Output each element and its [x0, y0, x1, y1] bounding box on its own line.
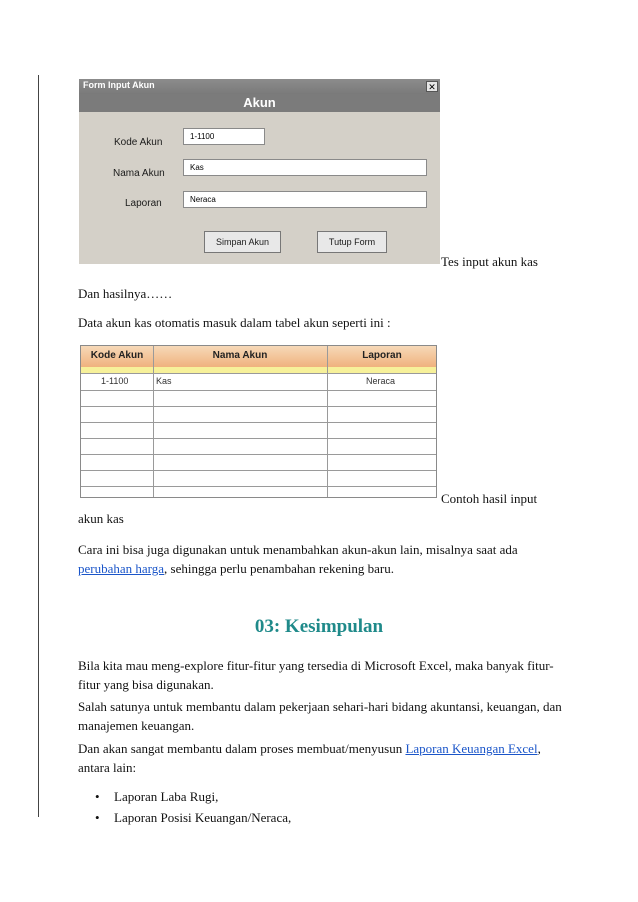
form-titlebar [79, 79, 440, 94]
form-header [79, 94, 440, 112]
paragraph-data-akun: Data akun kas otomatis masuk dalam tabel akun seperti ini : [78, 315, 391, 330]
table-row [81, 470, 436, 487]
paragraph-bila-line1: Bila kita mau meng-explore fitur-fitur yang tersedia di Microsoft Excel, maka banyak fitur- [78, 658, 554, 673]
table-header-laporan: Laporan [362, 350, 402, 361]
table-row [81, 454, 436, 471]
paragraph-salah-line2: manajemen keuangan. [78, 718, 195, 733]
paragraph-dan-line2: antara lain: [78, 760, 137, 775]
laporan-input[interactable]: Neraca [183, 191, 427, 208]
table-row [81, 406, 436, 423]
simpan-akun-button[interactable]: Simpan Akun [204, 231, 281, 253]
cell-kode: 1-1100 [101, 376, 129, 386]
table-col-divider [153, 346, 154, 497]
tutup-form-button[interactable]: Tutup Form [317, 231, 387, 253]
list-item: • Laporan Laba Rugi, [78, 786, 291, 807]
cell-laporan: Neraca [366, 376, 396, 386]
caption-contoh-line2: akun kas [78, 511, 124, 526]
kode-akun-label: Kode Akun [114, 137, 163, 148]
table-col-divider [327, 346, 328, 497]
nama-akun-label: Nama Akun [113, 168, 165, 179]
caption-contoh-line1: Contoh hasil input [441, 491, 538, 506]
table-row [81, 373, 436, 391]
paragraph-dan-prefix: Dan akan sangat membantu dalam proses membuat/menyusun [78, 741, 406, 756]
paragraph-dan-line1 [78, 739, 541, 758]
form-window-title: Form Input Akun [83, 80, 155, 90]
paragraph-dan-suffix: , [537, 741, 541, 756]
paragraph-cara-line1: Cara ini bisa juga digunakan untuk menambahkan akun-akun lain, misalnya saat ada [78, 542, 518, 557]
table-row [81, 438, 436, 455]
left-margin-rule [38, 75, 39, 817]
table-row [81, 422, 436, 439]
form-header-title: Akun [243, 95, 276, 110]
section-title-kesimpulan: 03: Kesimpulan [254, 616, 384, 637]
paragraph-cara-line2 [78, 559, 394, 578]
perubahan-harga-link[interactable]: perubahan harga [78, 561, 165, 576]
bullet-list [78, 786, 291, 828]
kode-akun-input[interactable]: 1-1100 [183, 128, 265, 145]
table-header-row [81, 346, 436, 368]
close-icon[interactable]: ✕ [426, 81, 438, 92]
paragraph-hasil: Dan hasilnya…… [78, 286, 173, 301]
nama-akun-input[interactable]: Kas [183, 159, 427, 176]
paragraph-cara-rest: , sehingga perlu penambahan rekening baru. [164, 561, 394, 576]
cell-nama: Kas [156, 376, 172, 386]
list-item: • Laporan Posisi Keuangan/Neraca, [78, 807, 291, 828]
form-input-akun-screenshot [79, 79, 440, 264]
laporan-keuangan-excel-link[interactable]: Laporan Keuangan Excel [405, 741, 538, 756]
table-row [81, 390, 436, 407]
table-header-nama: Nama Akun [212, 350, 268, 361]
akun-table-screenshot [80, 345, 437, 498]
paragraph-bila-line2: fitur yang bisa digunakan. [78, 677, 214, 692]
laporan-label: Laporan [125, 198, 162, 209]
table-header-kode: Kode Akun [90, 350, 144, 361]
paragraph-salah-line1: Salah satunya untuk membantu dalam pekerjaan sehari-hari bidang akuntansi, keuangan, dan [78, 699, 562, 714]
caption-tes-input: Tes input akun kas [441, 254, 538, 269]
